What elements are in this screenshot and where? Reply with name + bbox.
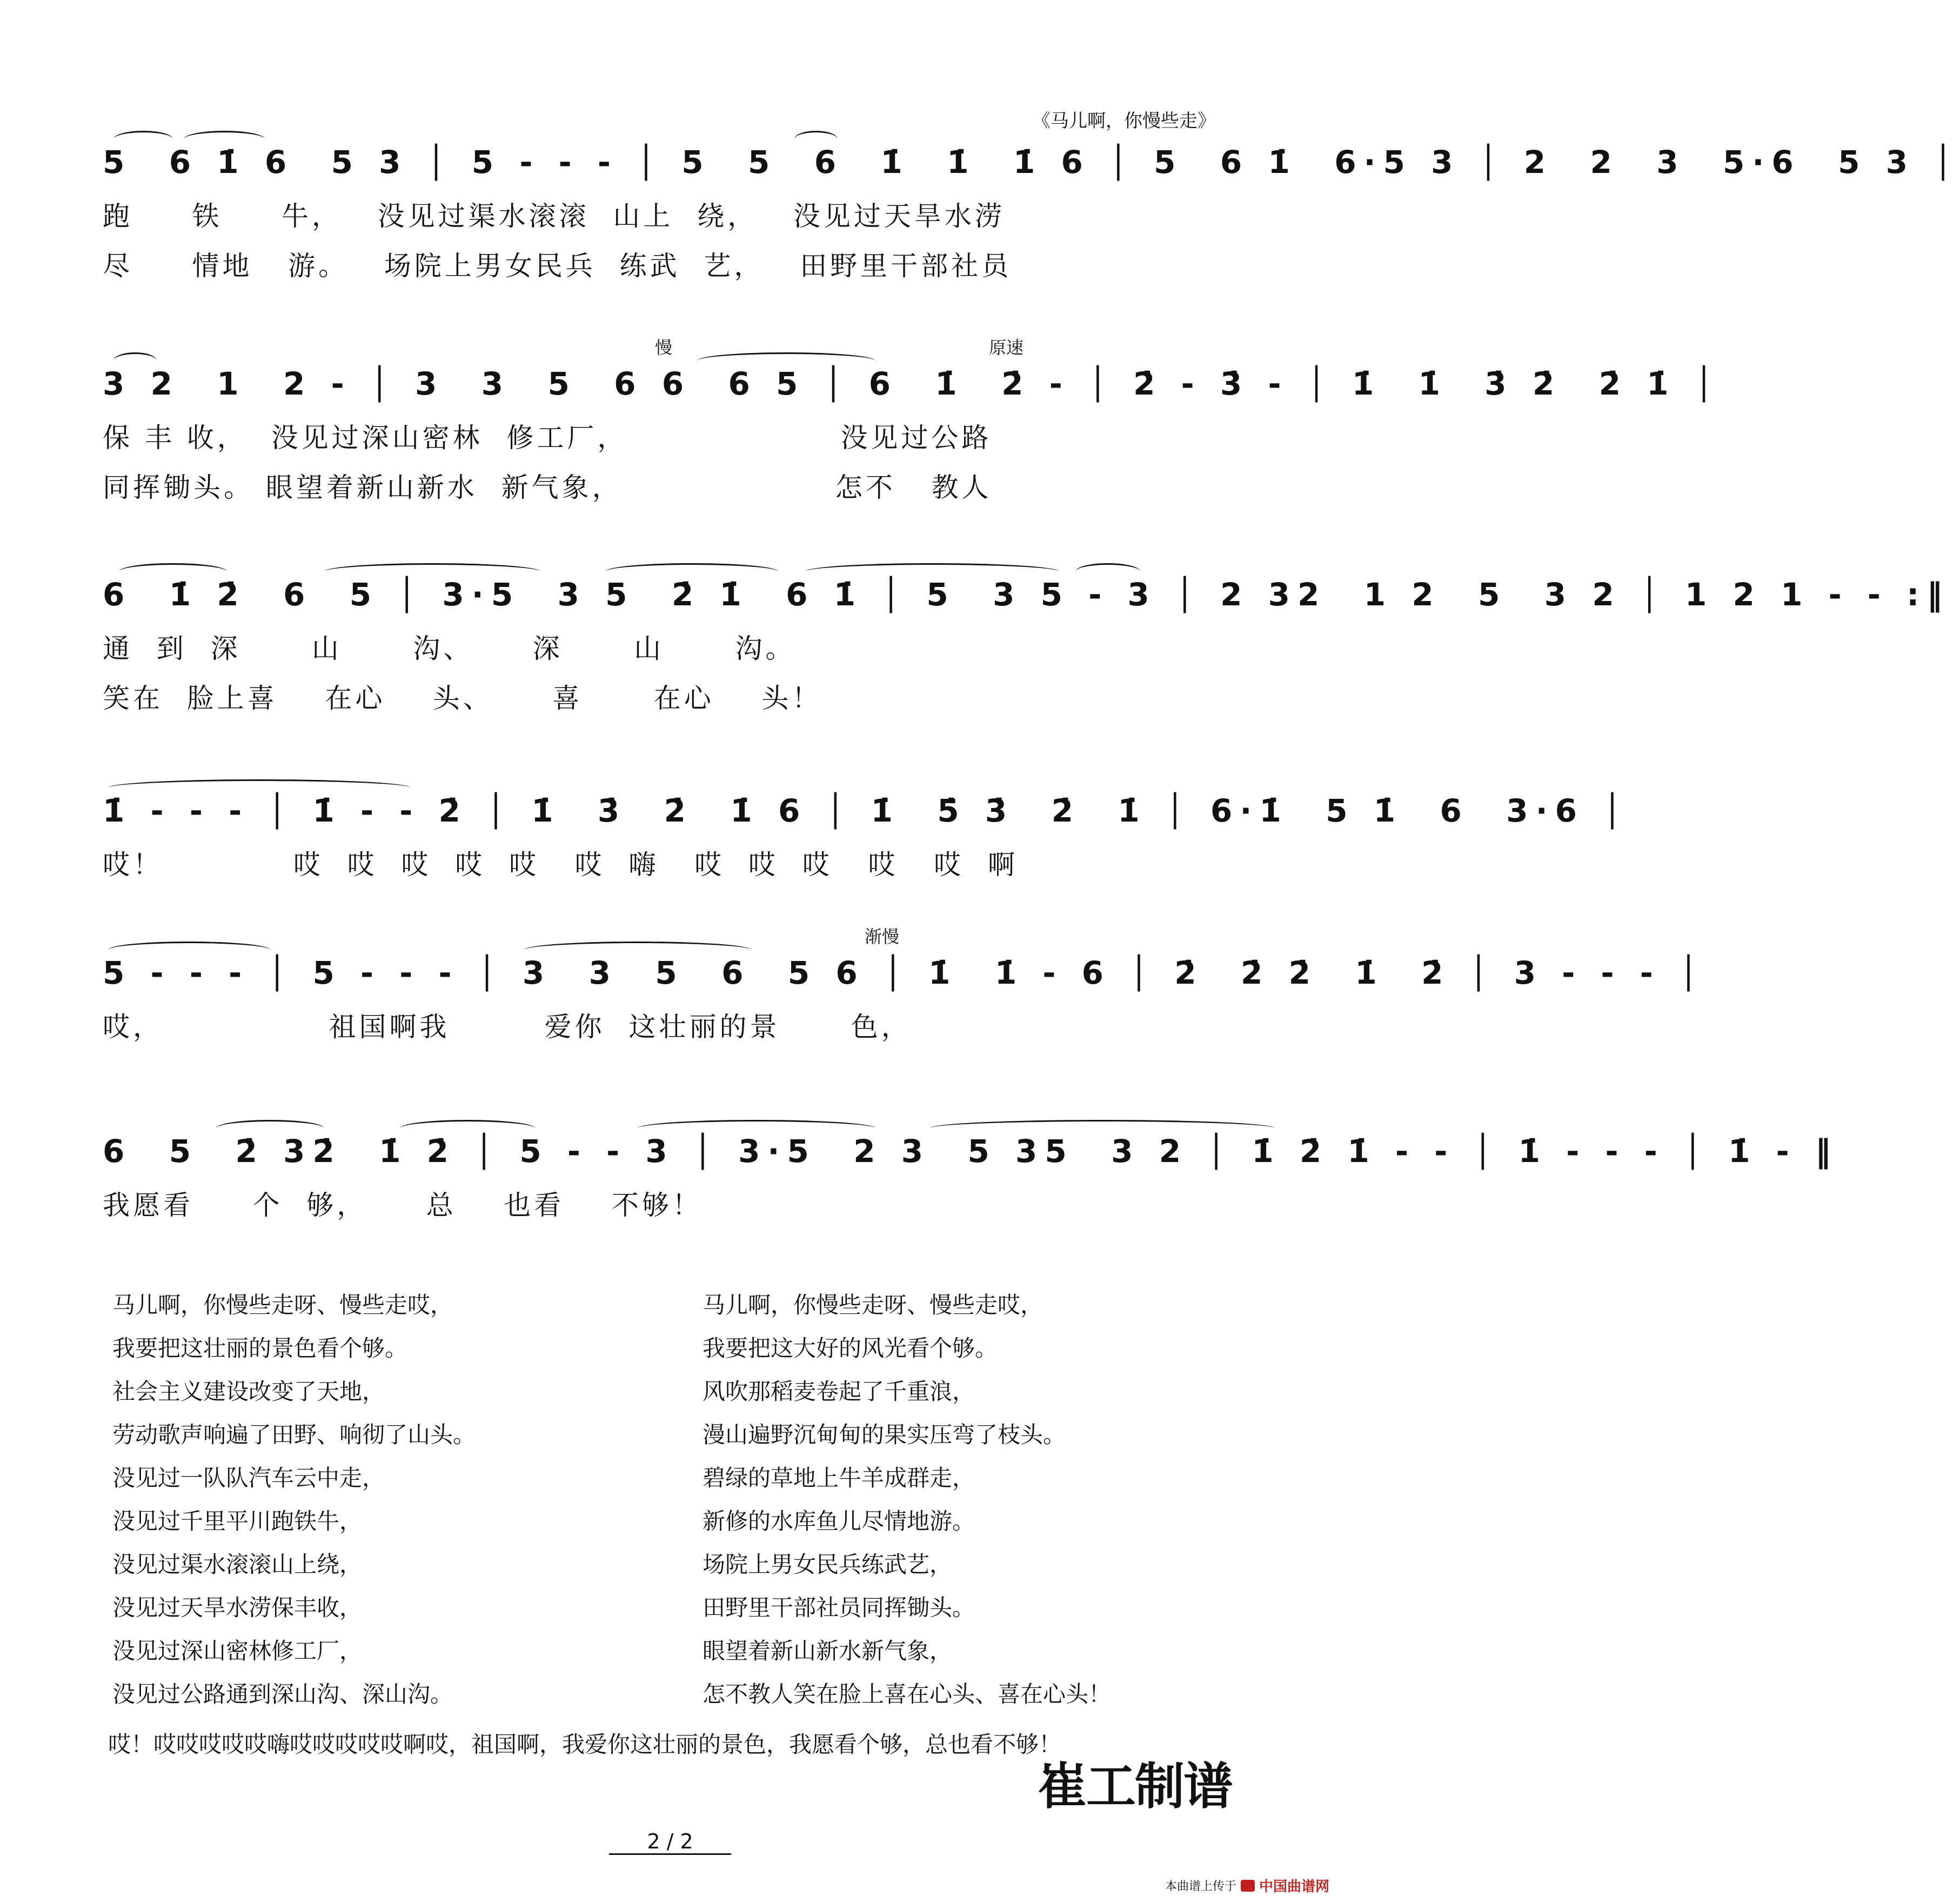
verse-line: 社会主义建设改变了天地，	[112, 1378, 385, 1405]
lyric-verse-1: 哎， 祖国啊我 爱你 这壮丽的景 色，	[103, 1011, 912, 1043]
verse-line: 没见过千里平川跑铁牛，	[112, 1508, 363, 1534]
verse-line: 新修的水库鱼儿尽情地游。	[703, 1508, 975, 1534]
verse-line: 怎不教人笑在脸上喜在心头、喜在心头！	[703, 1681, 1112, 1707]
site-logo-icon	[1241, 1880, 1255, 1892]
lyric-verse-2: 笑在 脸上喜 在心 头、 喜 在心 头！	[103, 683, 822, 714]
verse-text-left	[112, 1284, 476, 1716]
score-system-4	[103, 789, 1630, 897]
tempo-mark-gradually-slower: 渐慢	[865, 926, 900, 947]
score-system-5	[103, 926, 1705, 1059]
notation-line: 1̇ - - - │ 1̇ - - 2̇ │ 1̇ 3̇ 2̇ 1̇ 6 │ 1̇ 5̇ 3̇ 2̇ 1̇ │ 6·1̇ 5 1̇ 6 3·6 │	[103, 792, 1630, 829]
verse-line: 没见过一队队汽车云中走，	[112, 1465, 385, 1491]
verse-line: 劳动歌声响遍了田野、响彻了山头。	[112, 1421, 476, 1448]
verse-line: 我要把这壮丽的景色看个够。	[112, 1335, 408, 1361]
lyric-verse-1: 哎！ 哎 哎 哎 哎 哎 哎 嗨 哎 哎 哎 哎 哎 啊	[103, 849, 1018, 880]
verse-line: 碧绿的草地上牛羊成群走，	[703, 1465, 975, 1491]
score-system-1	[103, 141, 1960, 282]
lyric-verse-1: 通 到 深 山 沟、 深 山 沟。	[103, 633, 796, 664]
upload-note: 本曲谱上传于	[1165, 1880, 1236, 1893]
lyric-verse-1: 保 丰 收， 没见过深山密林 修工厂， 没见过公路	[103, 422, 992, 453]
arranger-seal	[1038, 1754, 1232, 1813]
verse-line: 没见过天旱水涝保丰收，	[112, 1594, 363, 1621]
page-number-text: 2 / 2	[609, 1830, 731, 1855]
verse-text-right	[703, 1284, 1111, 1716]
verse-line: 马儿啊，你慢些走呀、慢些走哎，	[112, 1292, 453, 1318]
notation-line: 5 6 1̇ 6 5 3 │ 5 - - - │ 5 5 6 1̇ 1̇ 1̇ 6 │ 5 6 1̇ 6·5 3 │ 2 2 3 5·6 5 3 │	[103, 144, 1960, 181]
verse-line: 我要把这大好的风光看个够。	[703, 1335, 998, 1361]
tempo-mark-original: 原速	[989, 337, 1024, 358]
site-footer	[1165, 1875, 1329, 1895]
notation-line: 5 - - - │ 5 - - - │ 3 3 5 6 5 6 │ 1̇ 1̇ - 6 │ 2̇ 2̇ 2̇ 1̇ 2̇ │ 3 - - - │	[103, 954, 1705, 991]
svg-text:崔工制谱: 崔工制谱	[1038, 1757, 1233, 1815]
notation-line: 6 5 2̇ 32̇ 1̇ 2̇ │ 5 - - 3 │ 3·5 2 3 5 35 3 2 │ 1̇ 2̇ 1̇ - - │ 1̇ - - - │ 1̇ - ‖	[103, 1133, 1838, 1170]
refrain-summary: 哎！哎哎哎哎哎嗨哎哎哎哎哎啊哎，祖国啊，我爱你这壮丽的景色，我愿看个够，总也看不够！	[108, 1731, 1062, 1758]
verse-line: 没见过公路通到深山沟、深山沟。	[112, 1681, 453, 1707]
lyric-verse-2: 尽 情地 游。 场院上男女民兵 练武 艺， 田野里干部社员	[103, 250, 1012, 282]
site-brand[interactable]: 中国曲谱网	[1259, 1879, 1329, 1895]
verse-line: 没见过渠水滚滚山上绕，	[112, 1551, 363, 1578]
song-title: 《马儿啊，你慢些走》	[1032, 110, 1216, 132]
score-system-6	[103, 1130, 1838, 1238]
page-number	[0, 1830, 1340, 1853]
notation-line: 3 2 1 2 - │ 3 3 5 6 6 6 5 │ 6 1̇ 2̇ - │ 2̇ - 3̇ - │ 1̇ 1̇ 3̇ 2̇ 2̇ 1̇ │	[103, 365, 1721, 402]
score-system-2	[103, 337, 1721, 503]
score-system-3	[103, 573, 1950, 714]
lyric-verse-1: 跑 铁 牛， 没见过渠水滚滚 山上 绕， 没见过天旱水涝	[103, 201, 1005, 232]
lyric-verse-2: 同挥锄头。 眼望着新山新水 新气象， 怎不 教人	[103, 472, 992, 503]
lyric-verse-1: 我愿看 个 够， 总 也看 不够！	[103, 1190, 703, 1221]
verse-line: 漫山遍野沉甸甸的果实压弯了枝头。	[703, 1421, 1066, 1448]
notation-line: 6 1̇ 2̇ 6 5 │ 3·5 3 5 2̇ 1̇ 6 1̇ │ 5 3 5 - 3 │ 2 32 1 2 5 3 2 │ 1 2 1 - - :‖	[103, 576, 1950, 613]
verse-line: 眼望着新山新水新气象，	[703, 1638, 953, 1664]
verse-line: 风吹那稻麦卷起了千重浪，	[703, 1378, 975, 1405]
verse-line: 场院上男女民兵练武艺，	[703, 1551, 953, 1578]
tempo-mark-slow: 慢	[655, 337, 673, 358]
verse-line: 田野里干部社员同挥锄头。	[703, 1594, 975, 1621]
verse-line: 马儿啊，你慢些走呀、慢些走哎，	[703, 1292, 1043, 1318]
verse-line: 没见过深山密林修工厂，	[112, 1638, 363, 1664]
